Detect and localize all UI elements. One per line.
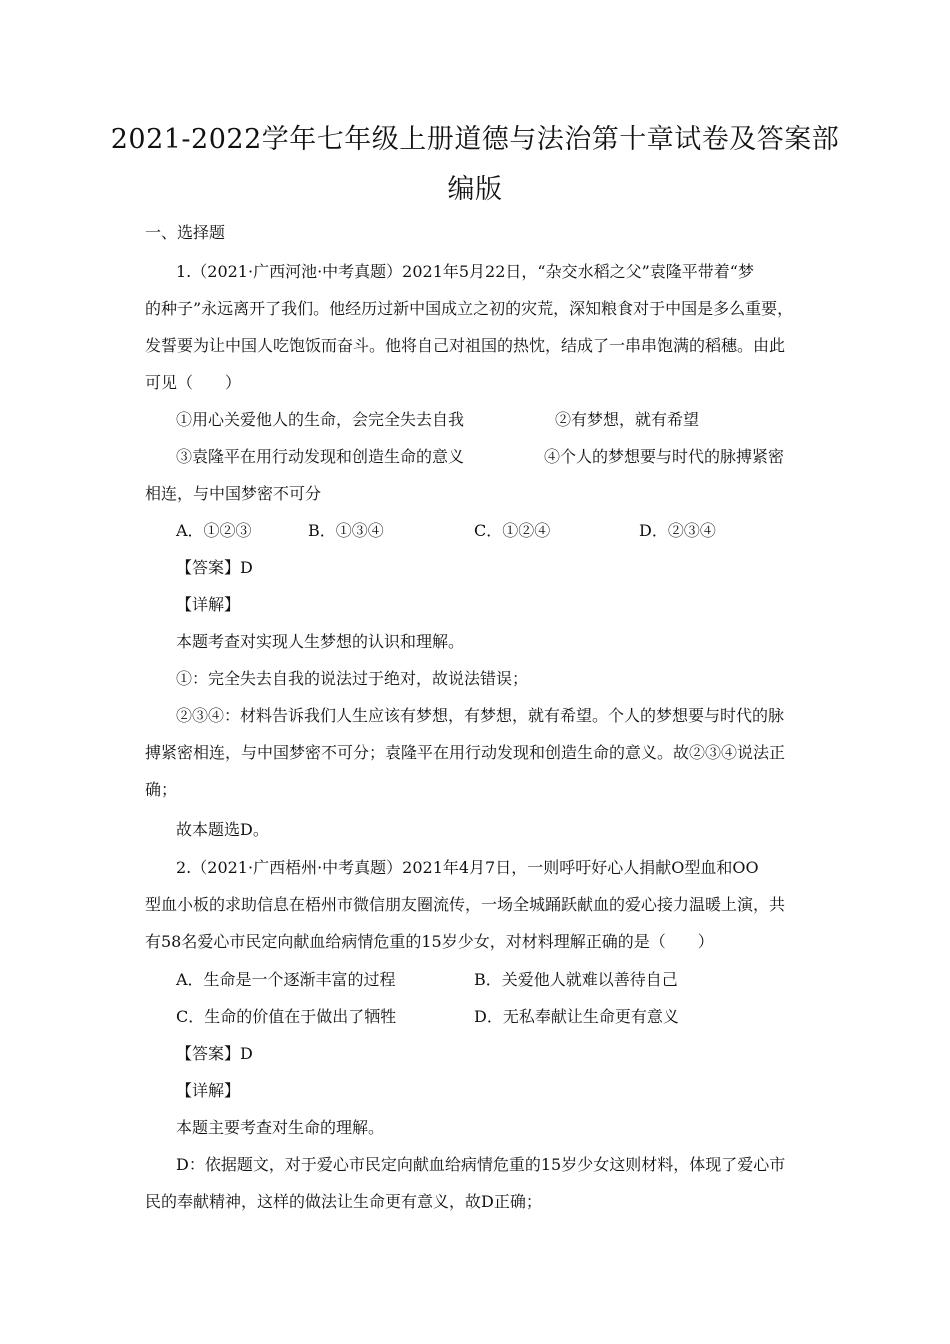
q2-stem-line-2: 型血小板的求助信息在梧州市微信朋友圈流传，一场全城踊跃献血的爱心接力温暖上演，共	[145, 895, 786, 914]
q1-statement-3: ③袁隆平在用行动发现和创造生命的意义	[176, 447, 465, 466]
q2-option-b: B．关爱他人就难以善待自己	[474, 970, 678, 989]
q1-explain-line-2: ①：完全失去自我的说法过于绝对，故说法错误；	[176, 669, 529, 688]
q1-statement-1: ①用心关爱他人的生命，会完全失去自我	[176, 410, 465, 429]
q2-option-a: A．生命是一个逐渐丰富的过程	[176, 970, 396, 989]
q1-statement-4-continued: 相连，与中国梦密不可分	[145, 484, 322, 503]
q1-answer: 【答案】D	[176, 558, 253, 577]
q1-explain-line-3: ②③④：材料告诉我们人生应该有梦想，有梦想，就有希望。个人的梦想要与时代的脉	[176, 706, 785, 725]
section-heading: 一、选择题	[145, 223, 226, 242]
q1-option-d: D．②③④	[639, 521, 716, 540]
document-title-line-1: 2021-2022学年七年级上册道德与法治第十章试卷及答案部	[110, 124, 840, 155]
q1-explain-line-4: 搏紧密相连，与中国梦密不可分；袁隆平在用行动发现和创造生命的意义。故②③④说法正	[145, 743, 786, 762]
q2-option-d: D．无私奉献让生命更有意义	[474, 1007, 679, 1026]
q2-stem-line-1: 2.（2021·广西梧州·中考真题）2021年4月7日，一则呼吁好心人捐献O型血和OO	[176, 858, 759, 877]
q2-explain-line-3: 民的奉献精神，这样的做法让生命更有意义，故D正确；	[145, 1192, 542, 1211]
q1-stem-line-1: 1.（2021·广西河池·中考真题）2021年5月22日，“杂交水稻之父”袁隆平带着“梦	[176, 262, 754, 281]
q2-explain-line-2: D：依据题文，对于爱心市民定向献血给病情危重的15岁少女这则材料，体现了爱心市	[176, 1155, 786, 1174]
q1-option-b: B．①③④	[308, 521, 384, 540]
q1-conclusion: 故本题选D。	[176, 820, 269, 839]
q1-option-c: C．①②④	[474, 521, 551, 540]
q1-stem-line-3: 发誓要为让中国人吃饱饭而奋斗。他将自己对祖国的热忱，结成了一串串饱满的稻穗。由此	[145, 336, 786, 355]
q2-option-c: C．生命的价值在于做出了牺牲	[176, 1007, 397, 1026]
document-title-line-2: 编版	[447, 174, 503, 205]
q1-explain-line-5: 确；	[145, 780, 178, 799]
q1-detail-label: 【详解】	[176, 595, 241, 614]
q1-statement-4: ④个人的梦想要与时代的脉搏紧密	[544, 447, 785, 466]
q2-explain-line-1: 本题主要考查对生命的理解。	[176, 1118, 385, 1137]
q2-stem-line-3: 有58名爱心市民定向献血给病情危重的15岁少女，对材料理解正确的是（ ）	[145, 932, 714, 951]
q1-stem-line-2: 的种子”永远离开了我们。他经历过新中国成立之初的灾荒，深知粮食对于中国是多么重要，	[145, 299, 794, 318]
q2-detail-label: 【详解】	[176, 1081, 241, 1100]
q1-stem-line-4: 可见（ ）	[145, 373, 242, 392]
q1-explain-line-1: 本题考查对实现人生梦想的认识和理解。	[176, 632, 465, 651]
q1-statement-2: ②有梦想，就有希望	[555, 410, 700, 429]
q2-answer: 【答案】D	[176, 1044, 253, 1063]
q1-option-a: A．①②③	[176, 521, 252, 540]
